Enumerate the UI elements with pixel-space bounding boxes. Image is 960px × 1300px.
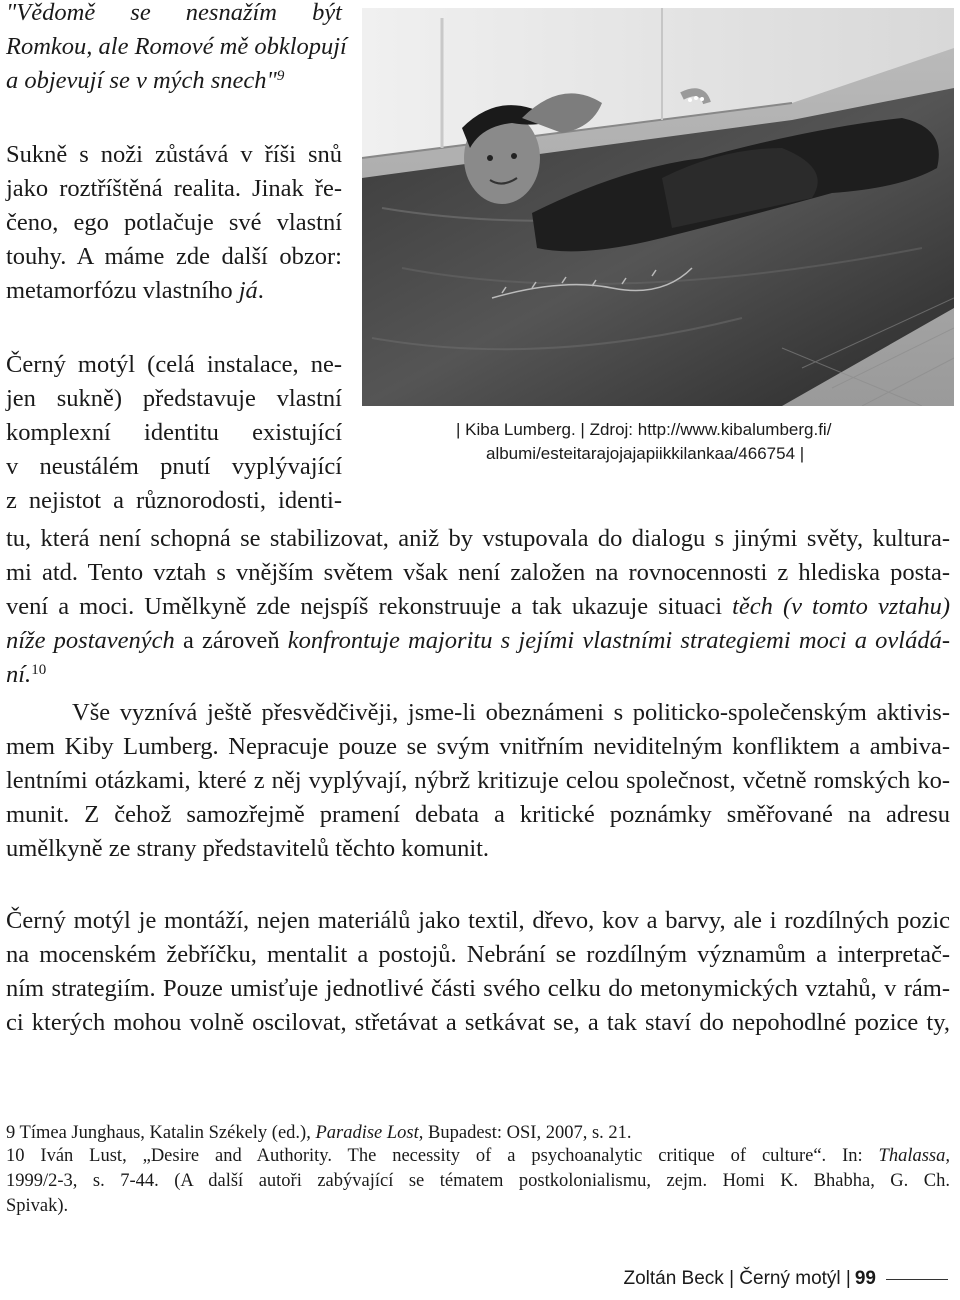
quote-line-3: a objevují se v mých snech"$^9$	[6, 67, 285, 94]
p1-line-1: Sukně s noži zůstává v říši snů	[6, 141, 342, 168]
p4-line-4: ci kterých mohou volně oscilovat, střetávat a setkávat se, a tak staví do nepohodlné pozice ty,	[6, 1009, 950, 1036]
p2-line-1: Černý motýl (celá instalace, ne-	[6, 351, 342, 378]
p1-line-5: metamorfózu vlastního já.	[6, 277, 264, 304]
p1-line-3: čeno, ego potlačuje své vlastní	[6, 209, 342, 236]
p2-line-2: jen sukně) představuje vlastní	[6, 385, 342, 412]
footnote-10-line-2: 1999/2-3, s. 7-44. (A další autoři zabývající se tématem postkolonialismu, zejm. Homi K. Bhabha, G. Ch.	[6, 1171, 950, 1191]
photo-of-artist-lying-on-floor-icon	[362, 8, 954, 406]
page-footer	[623, 1268, 948, 1290]
footnote-ref-9: 9	[276, 68, 285, 84]
artist-photo	[362, 8, 954, 406]
p3-line-2: mem Kiby Lumberg. Nepracuje pouze se svým vnitřním neviditelným konfliktem a ambiva-	[6, 733, 950, 760]
footnote-9: 9 Tímea Junghaus, Katalin Székely (ed.), Paradise Lost, Bupadest: OSI, 2007, s. 21.	[6, 1123, 632, 1143]
photo-caption-line-2: albumi/esteitarajojajapiikkilankaa/466754 |	[486, 444, 805, 463]
footnote-10-line-3: Spivak).	[6, 1196, 69, 1216]
p4-line-2: na mocenském žebříčku, mentalit a postojů. Nebrání se rozdílným významům a interpretač-	[6, 941, 950, 968]
footnote-ref-10: 10	[31, 662, 47, 678]
p3-line-5: umělkyně ze strany představitelů těchto komunit.	[6, 835, 490, 862]
p2-line-7: mi atd. Tento vztah s vnějším světem však není založen na rovnocennosti z hlediska posta-	[6, 559, 950, 586]
p2-line-10: ní.$^{10}$	[6, 661, 47, 688]
p2-line-4: v neustálém pnutí vyplývající	[6, 453, 342, 480]
running-head: Zoltán Beck | Černý motýl |	[623, 1268, 851, 1289]
quote-line-2: Romkou, ale Romové mě obklopují	[6, 33, 347, 60]
photo-caption-line-1: | Kiba Lumberg. | Zdroj: http://www.kibalumberg.fi/	[456, 420, 832, 439]
p3-line-1: Vše vyznívá ještě přesvědčivěji, jsme-li obeznámeni s politicko-společenským aktivis-	[72, 699, 950, 726]
p1-line-4: touhy. A máme zde další obzor:	[6, 243, 342, 270]
p4-line-3: ním strategiím. Pouze umisťuje jednotlivé části svého celku do metonymických vztahů, v rám-	[6, 975, 950, 1002]
p4-line-1: Černý motýl je montáží, nejen materiálů jako textil, dřevo, kov a barvy, ale i rozdílných pozic	[6, 907, 950, 934]
p2-line-9: níže postavených a zároveň konfrontuje majoritu s jejími vlastními strategiemi moci a ovládá-	[6, 627, 950, 654]
p1-line-2: jako roztříštěná realita. Jinak ře-	[6, 175, 342, 202]
footnote-10-line-1: 10 Iván Lust, „Desire and Authority. The necessity of a psychoanalytic critique of culture“. In: Thalassa,	[6, 1146, 950, 1166]
p2-line-3: komplexní identitu existující	[6, 419, 342, 446]
p2-line-8: vení a moci. Umělkyně zde nejspíš rekonstruuje a tak ukazuje situaci těch (v tomto vztahu)	[6, 593, 950, 620]
p3-line-4: munit. Z čehož samozřejmě pramení debata a kritické poznámky směřované na adresu	[6, 801, 950, 828]
footer-rule	[886, 1279, 948, 1280]
page-number: 99	[854, 1268, 876, 1289]
p3-line-3: lentními otázkami, které z něj vyplývají, nýbrž kritizuje celou společnost, včetně romských ko-	[6, 767, 950, 794]
p2-line-6: tu, která není schopná se stabilizovat, aniž by vstupovala do dialogu s jinými světy, kultura-	[6, 525, 950, 552]
quote-line-1: "Vědomě se nesnažím být	[6, 0, 342, 26]
p2-line-5: z nejistot a různorodosti, identi-	[6, 487, 342, 514]
